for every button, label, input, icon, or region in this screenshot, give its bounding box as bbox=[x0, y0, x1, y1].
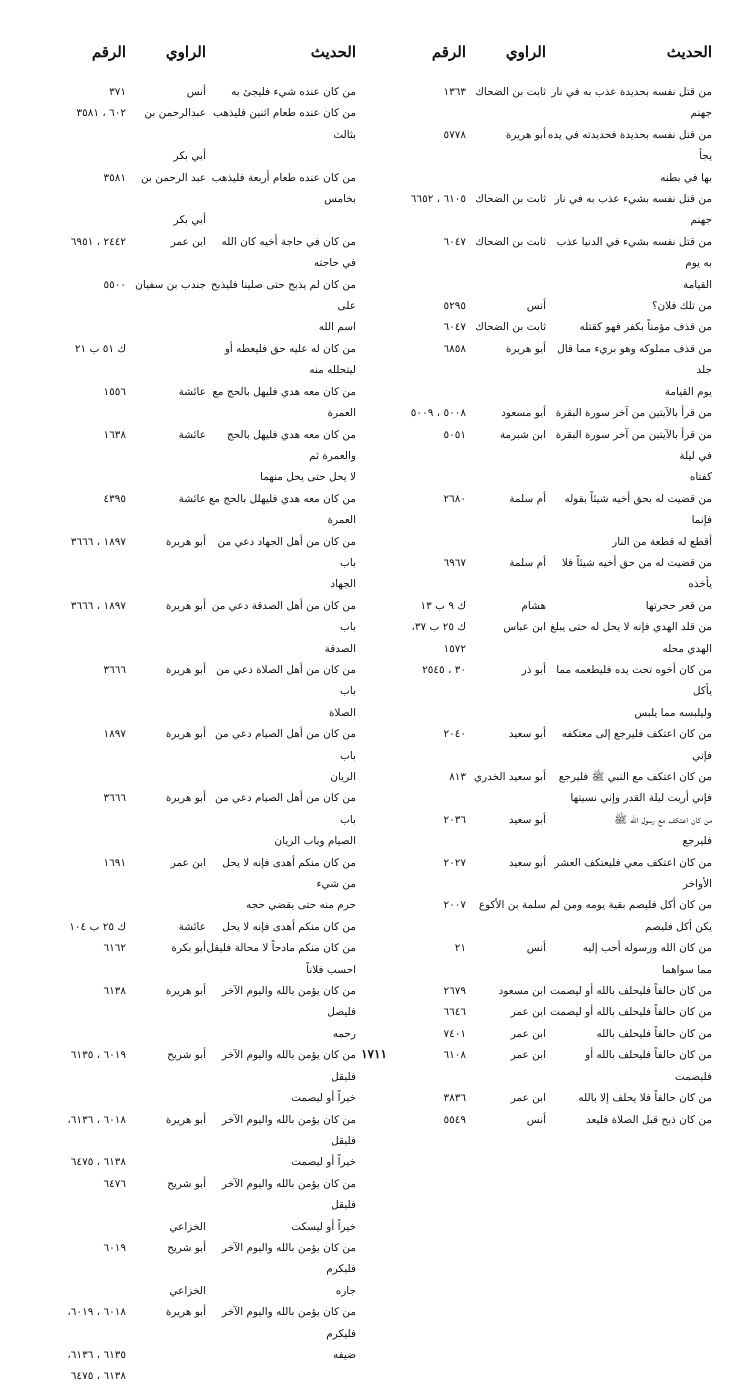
hadith-text: لا يحل حتى يحل منهما bbox=[260, 471, 356, 484]
narrator-name: ثابت بن الضحاك bbox=[475, 193, 546, 206]
hadith-text: خيراً أو ليصمت bbox=[291, 1092, 356, 1105]
hadith-number: ٣٦٦٦ bbox=[103, 663, 126, 676]
index-entry-row bbox=[16, 168, 356, 211]
hadith-text: من قضيت له من حق أخيه شيئاً فلا bbox=[561, 556, 712, 569]
index-entry-row bbox=[16, 510, 356, 531]
right-column bbox=[378, 38, 712, 1131]
hadith-text: من كان من أهل الصدقة دعي من باب bbox=[211, 599, 356, 634]
hadith-number: ك ٥١ ب ٢١ bbox=[74, 342, 126, 355]
index-entry-row bbox=[16, 1366, 356, 1387]
hadith-text: من كان لم يذبح حتى صلينا فليذبح على bbox=[210, 278, 356, 313]
hadith-text: من كان اعتكف مع رسول الله ﷺ bbox=[614, 813, 712, 826]
hadith-number: ٦٠٢ ، ٣٥٨١ bbox=[76, 107, 126, 120]
hadith-number: ٢٠٢٧ bbox=[443, 856, 466, 869]
hadith-text: خيراً أو ليصمت bbox=[291, 1156, 356, 1169]
index-entry-row bbox=[378, 168, 712, 189]
narrator-name: أبو هريرة bbox=[165, 1306, 206, 1319]
hadith-text: من كان اعتكف فليرجع إلى معتكفه bbox=[561, 728, 712, 741]
index-entry-row bbox=[16, 917, 356, 938]
narrator-name: ثابت بن الضحاك bbox=[475, 235, 546, 248]
hadith-number: ٢٠٤٠ bbox=[443, 728, 466, 741]
narrator-name: جندب بن سفيان bbox=[135, 278, 206, 291]
index-entry-row bbox=[16, 1024, 356, 1045]
index-entry-row bbox=[378, 938, 712, 959]
hadith-text: الأواخر bbox=[682, 878, 712, 891]
hadith-text: من كان من أهل الصيام دعي من باب bbox=[215, 792, 356, 826]
hadith-number: ١٨٩٧ bbox=[103, 728, 126, 741]
hadith-number: ٣٧١ bbox=[109, 86, 126, 98]
index-entry-row bbox=[378, 317, 712, 338]
narrator-name: ابن عمر bbox=[510, 1027, 546, 1040]
index-entry-row bbox=[378, 874, 712, 895]
hadith-text: من كان له عليه حق فليعطه أو ليتحلله منه bbox=[224, 342, 356, 377]
left-column bbox=[16, 38, 356, 1388]
index-entry-row bbox=[16, 339, 356, 382]
hadith-text: من كان اعتكف مع النبي ﷺ فليرجع bbox=[558, 771, 712, 783]
narrator-name: عائشة bbox=[178, 492, 206, 505]
index-entry-row bbox=[16, 489, 356, 510]
hadith-text: ضيفه bbox=[332, 1348, 356, 1361]
index-entry-row bbox=[16, 103, 356, 146]
hadith-text: من كان الله ورسوله أحب إليه bbox=[582, 942, 712, 955]
index-entry-row bbox=[16, 895, 356, 916]
hadith-text: من قذف مملوكه وهو بريء مما قال جلد bbox=[557, 342, 712, 377]
hadith-text: من كان معه هدي فليهل بالحج مع bbox=[212, 385, 356, 398]
header-gap bbox=[378, 66, 712, 82]
narrator-name: عائشة bbox=[178, 920, 206, 933]
hadith-number: ٥٠٥١ bbox=[443, 428, 466, 441]
narrator-name: أبو سعيد bbox=[508, 856, 546, 869]
index-entry-row bbox=[378, 746, 712, 767]
number-header: الرقم bbox=[431, 43, 466, 61]
hadith-text: من كان منكم مادحاً لا محالة فليقل bbox=[206, 942, 356, 955]
hadith-text: فليرجع bbox=[682, 835, 712, 848]
narrator-name: أبو مسعود bbox=[501, 407, 546, 420]
index-entry-row bbox=[378, 960, 712, 981]
index-entry-row bbox=[378, 82, 712, 103]
narrator-name: ابن عمر bbox=[510, 1006, 546, 1019]
index-entry-row bbox=[378, 296, 712, 317]
hadith-text: من كان من أهل الجهاد دعي من باب bbox=[217, 535, 356, 569]
index-entry-row bbox=[16, 532, 356, 575]
index-entry-row bbox=[16, 767, 356, 788]
index-entry-row bbox=[378, 917, 712, 938]
hadith-text: يأخذه bbox=[688, 578, 712, 591]
hadith-text: من تلك فلان؟ bbox=[651, 300, 712, 313]
hadith-number: ٦٠٤٧ bbox=[443, 235, 466, 248]
narrator-name: عائشة bbox=[178, 428, 206, 441]
narrator-name: أبو هريرة bbox=[165, 792, 206, 805]
index-entry-row bbox=[16, 981, 356, 1024]
hadith-text: من كان منكم أهدى فإنه لا يحل من شيء bbox=[222, 856, 356, 891]
hadith-text: من قعر حجرتها bbox=[645, 599, 712, 612]
index-entry-row bbox=[16, 382, 356, 403]
hadith-number: ٨١٣ bbox=[449, 771, 466, 783]
hadith-text: من كان يؤمن بالله واليوم الآخر فليكرم bbox=[221, 1241, 356, 1276]
index-entry-row bbox=[378, 703, 712, 724]
hadith-text: من كان من أهل الصيام دعي من باب bbox=[215, 728, 356, 762]
narrator-name: ابن مسعود bbox=[498, 985, 546, 998]
hadith-text: بها في بطنه bbox=[660, 171, 712, 184]
hadith-text: من كان حالفاً فليحلف بالله bbox=[596, 1027, 712, 1040]
index-entry-row bbox=[378, 210, 712, 231]
hadith-number: ١٨٩٧ ، ٣٦٦٦ bbox=[70, 599, 126, 612]
hadith-text: يكن أكل فليصم bbox=[644, 920, 712, 933]
hadith-number: ٦٠١٨ ، ٦١٣٦، bbox=[67, 1113, 126, 1126]
hadith-text: حرم منه حتى يقضي حجه bbox=[246, 899, 356, 912]
hadith-text: الصلاة bbox=[329, 706, 356, 719]
index-entry-row bbox=[16, 403, 356, 424]
hadith-text: من كان يؤمن بالله واليوم الآخر فليصل bbox=[221, 985, 356, 1019]
index-entry-row bbox=[16, 425, 356, 468]
narrator-name: أنس bbox=[526, 1113, 546, 1126]
hadith-text: من كان أكل فليصم بقية يومه ومن لم bbox=[549, 899, 712, 912]
index-entry-row bbox=[16, 853, 356, 896]
hadith-text: جهنم bbox=[690, 214, 712, 227]
index-entry-row bbox=[16, 82, 356, 103]
hadith-text: مما سواهما bbox=[661, 963, 712, 976]
index-entry-row bbox=[378, 617, 712, 638]
index-entry-row bbox=[378, 853, 712, 874]
index-entry-row bbox=[378, 425, 712, 468]
left-rows bbox=[16, 82, 356, 1388]
hadith-number: ٦٨٥٨ bbox=[443, 342, 466, 355]
hadith-text: من كان عنده شيء فليجئ به bbox=[231, 86, 356, 98]
hadith-number: ٦٠٤٧ bbox=[443, 321, 466, 334]
index-entry-row bbox=[378, 125, 712, 168]
index-entry-row bbox=[378, 489, 712, 532]
hadith-number: ٥٧٧٨ bbox=[443, 128, 466, 141]
index-entry-row bbox=[16, 960, 356, 981]
narrator-name: أبو سعيد bbox=[508, 728, 546, 741]
hadith-text: الجهاد bbox=[330, 578, 356, 591]
index-entry-row bbox=[378, 1024, 712, 1045]
hadith-number: ١٣٦٣ bbox=[443, 86, 466, 98]
hadith-number: ٢٤٤٢ ، ٦٩٥١ bbox=[70, 235, 126, 248]
hadith-text: خيراً أو ليسكت bbox=[291, 1220, 356, 1233]
index-entry-row bbox=[16, 1217, 356, 1238]
hadith-number: ١٦٣٨ bbox=[103, 428, 126, 441]
narrator-name: أبو هريرة bbox=[165, 663, 206, 676]
hadith-text: من كان اعتكف معي فليعتكف العشر bbox=[554, 856, 712, 869]
narrator-name: ابن عمر bbox=[510, 1049, 546, 1062]
hadith-text: الصدقة bbox=[324, 642, 356, 655]
hadith-text: من كان عنده طعام اثنين فليذهب بثالث bbox=[213, 107, 356, 141]
hadith-text: الصيام وباب الريان bbox=[274, 835, 356, 848]
narrator-name: سلمة بن الأكوع bbox=[478, 899, 546, 912]
index-entry-row bbox=[16, 1238, 356, 1281]
index-entry-row bbox=[16, 275, 356, 318]
index-entry-row bbox=[378, 382, 712, 403]
narrator-name: عبد الرحمن بن bbox=[141, 171, 206, 184]
hadith-number: ٥٥٠٠ bbox=[103, 278, 126, 291]
index-entry-row bbox=[16, 232, 356, 275]
hadith-text: من كان في حاجة أخيه كان الله في حاجته bbox=[221, 235, 356, 270]
hadith-number: ٣٠ ، ٢٥٤٥ bbox=[422, 663, 466, 676]
hadith-number: ٦١٣٨ ، ٦٤٧٥ bbox=[70, 1156, 126, 1169]
narrator-name: أم سلمة bbox=[509, 492, 546, 505]
hadith-text: من قذف مؤمناً بكفر فهو كقتله bbox=[579, 321, 712, 334]
index-entry-row bbox=[378, 1002, 712, 1023]
narrator-name: أم سلمة bbox=[509, 556, 546, 569]
narrator-name: أبو هريرة bbox=[165, 985, 206, 998]
narrator-name: أبو هريرة bbox=[165, 599, 206, 612]
hadith-number: ٢٦٨٠ bbox=[443, 492, 466, 505]
hadith-number: ٦٦٤٦ bbox=[443, 1006, 466, 1019]
index-entry-row bbox=[378, 403, 712, 424]
narrator-name: أبو هريرة bbox=[165, 1113, 206, 1126]
index-entry-row bbox=[378, 639, 712, 660]
hadith-text: رحمه bbox=[332, 1027, 356, 1040]
hadith-text: من قرأ بالآيتين من آخر سورة البقرة في ليلة bbox=[555, 428, 712, 462]
hadith-number: ٣٥٨١ bbox=[103, 171, 126, 184]
hadith-text: من كان منكم أهدى فإنه لا يحل bbox=[222, 920, 356, 933]
hadith-number: ٦١٦٢ bbox=[103, 942, 126, 955]
narrator-name: عبدالرحمن بن bbox=[144, 107, 206, 120]
hadith-number: ١٨٩٧ ، ٣٦٦٦ bbox=[70, 535, 126, 548]
hadith-number: ٣٨٣٦ bbox=[443, 1092, 466, 1105]
hadith-text: من كان يؤمن بالله واليوم الآخر فليقل bbox=[221, 1049, 356, 1083]
hadith-text: من كان ذبح قبل الصلاة فليعد bbox=[586, 1113, 712, 1126]
index-entry-row bbox=[16, 1174, 356, 1217]
index-entry-row bbox=[378, 895, 712, 916]
hadith-text: من كان عنده طعام أربعة فليذهب بخامس bbox=[211, 171, 356, 206]
hadith-text: يوم القيامة bbox=[664, 385, 712, 398]
index-entry-row bbox=[378, 1067, 712, 1088]
hadith-number: ٦١٣٨ bbox=[103, 985, 126, 998]
hadith-number: ك ٢٥ ب ١٠٤ bbox=[69, 920, 126, 933]
index-entry-row bbox=[378, 467, 712, 488]
narrator-name: ثابت بن الضحاك bbox=[475, 86, 546, 98]
narrator-name: أبو شريح bbox=[167, 1177, 206, 1190]
hadith-number: ٦١٠٥ ، ٦٦٥٢ bbox=[410, 193, 466, 206]
hadith-number: ٧٤٠١ bbox=[443, 1027, 466, 1040]
hadith-text: احسب فلاناً bbox=[306, 963, 356, 976]
hadith-number: ٥٢٩٥ bbox=[443, 300, 466, 313]
hadith-text: فإني أريت ليلة القدر وإني نسيتها bbox=[570, 792, 712, 805]
narrator-name: ابن شبرمة bbox=[499, 428, 546, 441]
narrator-name: ابن عمر bbox=[170, 235, 206, 248]
hadith-text: جهنم bbox=[690, 107, 712, 120]
index-entry-row bbox=[378, 1088, 712, 1109]
hadith-text: من كان يؤمن بالله واليوم الآخر فليقل bbox=[221, 1177, 356, 1212]
hadith-text: أقطع له قطعة من النار bbox=[612, 535, 712, 548]
narrator-name: أنس bbox=[526, 300, 546, 313]
page-number: ١٧١١ bbox=[361, 1047, 387, 1061]
index-entry-row bbox=[16, 703, 356, 724]
narrator-name: أنس bbox=[526, 942, 546, 955]
number-header: الرقم bbox=[91, 43, 126, 61]
hadith-text: من كان حالفاً فليحلف بالله أو ليصمت bbox=[549, 1006, 712, 1019]
hadith-text: العمرة bbox=[327, 407, 356, 420]
hadith-number: ٦٤٧٦ bbox=[103, 1177, 126, 1190]
hadith-number: ٢٦٧٩ bbox=[443, 985, 466, 998]
hadith-number: ك ٢٥ ب ٣٧، bbox=[411, 621, 466, 634]
narrator-name: ابن عمر bbox=[170, 856, 206, 869]
hadith-text: من كان معه هدي فليهل بالحج والعمرة ثم bbox=[226, 428, 356, 462]
hadith-number: ٥٥٤٩ bbox=[443, 1113, 466, 1126]
hadith-text: من قضيت له بحق أخيه شيئاً بقوله فإنما bbox=[564, 492, 712, 527]
hadith-text: من قلد الهدي فإنه لا يحل له حتى يبلغ bbox=[550, 621, 712, 634]
hadith-number: ١٥٧٢ bbox=[443, 642, 466, 655]
index-entry-row bbox=[378, 660, 712, 703]
index-entry-row bbox=[378, 1110, 712, 1131]
hadith-text: من قتل نفسه بشيء في الدنيا عذب به يوم bbox=[556, 235, 712, 270]
hadith-number: ٦١٣٨ ، ٦٤٧٥ bbox=[70, 1370, 126, 1383]
hadith-number: ٦٠١٩ ، ٦١٣٥ bbox=[70, 1049, 126, 1062]
right-column-header bbox=[378, 38, 712, 66]
index-entry-row bbox=[16, 1152, 356, 1173]
narrator-name: أبو شريح bbox=[167, 1241, 206, 1254]
index-entry-row bbox=[16, 1088, 356, 1109]
hadith-text: من قتل نفسه بحديدة فحديدته في يده يجأ bbox=[547, 128, 712, 163]
index-entry-row bbox=[16, 574, 356, 595]
index-entry-row bbox=[16, 210, 356, 231]
index-entry-row bbox=[16, 788, 356, 831]
index-entry-row bbox=[378, 574, 712, 595]
hadith-number: ك ٩ ب ١٣ bbox=[420, 599, 466, 612]
index-entry-row bbox=[16, 317, 356, 338]
hadith-text: من كان أخوه تحت يده فليطعمه مما يأكل bbox=[556, 663, 712, 698]
index-entry-row bbox=[378, 275, 712, 296]
narrator-name: أبو هريرة bbox=[505, 342, 546, 355]
hadith-text: الريان bbox=[330, 771, 356, 783]
index-entry-row bbox=[378, 724, 712, 745]
hadith-number: ٢٠٠٧ bbox=[443, 899, 466, 912]
hadith-text: فليصمت bbox=[674, 1070, 712, 1083]
hadith-text: اسم الله bbox=[318, 321, 356, 334]
index-entry-row bbox=[16, 660, 356, 703]
hadith-number: ٦٩٦٧ bbox=[443, 556, 466, 569]
narrator-name: أبي بكر bbox=[173, 150, 206, 163]
index-entry-row bbox=[378, 232, 712, 275]
narrator-name: أبو ذر bbox=[521, 663, 546, 676]
hadith-text: من كان يؤمن بالله واليوم الآخر فليقل bbox=[221, 1113, 356, 1147]
narrator-name: أبو هريرة bbox=[165, 728, 206, 741]
index-entry-row bbox=[378, 831, 712, 852]
hadith-text: القيامة bbox=[682, 278, 712, 291]
narrator-name: أبو هريرة bbox=[505, 128, 546, 141]
narrator-name: أبو سعيد bbox=[508, 813, 546, 826]
narrator-header: الراوي bbox=[505, 43, 546, 61]
index-entry-row bbox=[16, 596, 356, 639]
hadith-number: ٦١٠٨ bbox=[443, 1049, 466, 1062]
hadith-text: وليلبسه مما يلبس bbox=[634, 706, 712, 719]
hadith-number: ٦٠١٨ ، ٦٠١٩، bbox=[67, 1306, 126, 1319]
hadith-number: ٢١ bbox=[454, 942, 466, 955]
right-rows bbox=[378, 82, 712, 1131]
hadith-number: ٦٠١٩ bbox=[103, 1241, 126, 1254]
index-entry-row bbox=[16, 724, 356, 767]
hadith-text: من قتل نفسه بشيء عذب به في نار bbox=[554, 193, 712, 206]
index-entry-row bbox=[378, 339, 712, 382]
hadith-text: فإني bbox=[692, 749, 712, 762]
hadith-text: من كان حالفاً فليحلف بالله أو bbox=[585, 1049, 712, 1062]
narrator-name: الخزاعي bbox=[169, 1220, 206, 1233]
narrator-name: عائشة bbox=[178, 385, 206, 398]
narrator-name: الخزاعي bbox=[169, 1284, 206, 1297]
narrator-name: أبي بكر bbox=[173, 214, 206, 227]
hadith-number: ٦١٣٥ ، ٦١٣٦، bbox=[67, 1348, 126, 1361]
index-entry-row bbox=[16, 467, 356, 488]
hadith-number: ٥٠٠٨ ، ٥٠٠٩ bbox=[410, 407, 466, 420]
hadith-header: الحديث bbox=[666, 43, 712, 61]
hadith-text: من كان من أهل الصلاة دعي من باب bbox=[216, 663, 356, 698]
hadith-text: من كان يؤمن بالله واليوم الآخر فليكرم bbox=[221, 1306, 356, 1340]
narrator-name: أبو هريرة bbox=[165, 535, 206, 548]
index-entry-row bbox=[378, 596, 712, 617]
narrator-name: هشام bbox=[521, 599, 546, 612]
hadith-text: من كان حالفاً فليحلف بالله أو ليصمت bbox=[549, 985, 712, 998]
hadith-text: من قتل نفسه بحديدة عذب به في نار bbox=[551, 86, 712, 98]
hadith-text: من قرأ بالآيتين من آخر سورة البقرة bbox=[555, 407, 712, 420]
index-entry-row bbox=[378, 532, 712, 553]
hadith-number: ٣٦٦٦ bbox=[103, 792, 126, 805]
index-entry-row bbox=[378, 981, 712, 1002]
narrator-name: أبو شريح bbox=[167, 1049, 206, 1062]
hadith-number: ٢٠٣٦ bbox=[443, 813, 466, 826]
index-entry-row bbox=[16, 938, 356, 959]
index-entry-row bbox=[378, 553, 712, 574]
hadith-text: من كان معه هدي فليهلل بالحج مع bbox=[208, 492, 356, 505]
narrator-name: ابن عمر bbox=[510, 1092, 546, 1105]
index-entry-row bbox=[378, 788, 712, 809]
hadith-header: الحديث bbox=[310, 43, 356, 61]
index-entry-row bbox=[16, 639, 356, 660]
index-entry-row bbox=[378, 189, 712, 210]
narrator-name: ثابت بن الضحاك bbox=[475, 321, 546, 334]
narrator-name: أنس bbox=[186, 86, 206, 98]
narrator-name: أبو سعيد الخدري bbox=[473, 771, 546, 783]
index-entry-row bbox=[378, 103, 712, 124]
hadith-text: كفتاه bbox=[689, 471, 712, 484]
narrator-header: الراوي bbox=[165, 43, 206, 61]
index-entry-row bbox=[16, 1110, 356, 1153]
hadith-number: ١٦٩١ bbox=[103, 856, 126, 869]
index-entry-row bbox=[16, 146, 356, 167]
hadith-number: ٤٣٩٥ bbox=[103, 492, 126, 505]
hadith-text: العمرة bbox=[327, 514, 356, 527]
hadith-text: الهدي محله bbox=[662, 642, 712, 655]
index-entry-row bbox=[16, 1302, 356, 1345]
hadith-text: جاره bbox=[335, 1284, 356, 1297]
header-gap bbox=[16, 66, 356, 82]
index-entry-row bbox=[16, 1281, 356, 1302]
index-entry-row bbox=[378, 767, 712, 788]
narrator-name: ابن عباس bbox=[503, 621, 546, 634]
index-entry-row bbox=[16, 1345, 356, 1366]
left-column-header bbox=[16, 38, 356, 66]
hadith-text: من كان حالفاً فلا يحلف إلا بالله bbox=[578, 1092, 712, 1105]
hadith-number: ١٥٥٦ bbox=[103, 385, 126, 398]
narrator-name: أبو بكرة bbox=[171, 942, 206, 955]
index-entry-row bbox=[16, 831, 356, 852]
index-entry-row bbox=[378, 810, 712, 831]
